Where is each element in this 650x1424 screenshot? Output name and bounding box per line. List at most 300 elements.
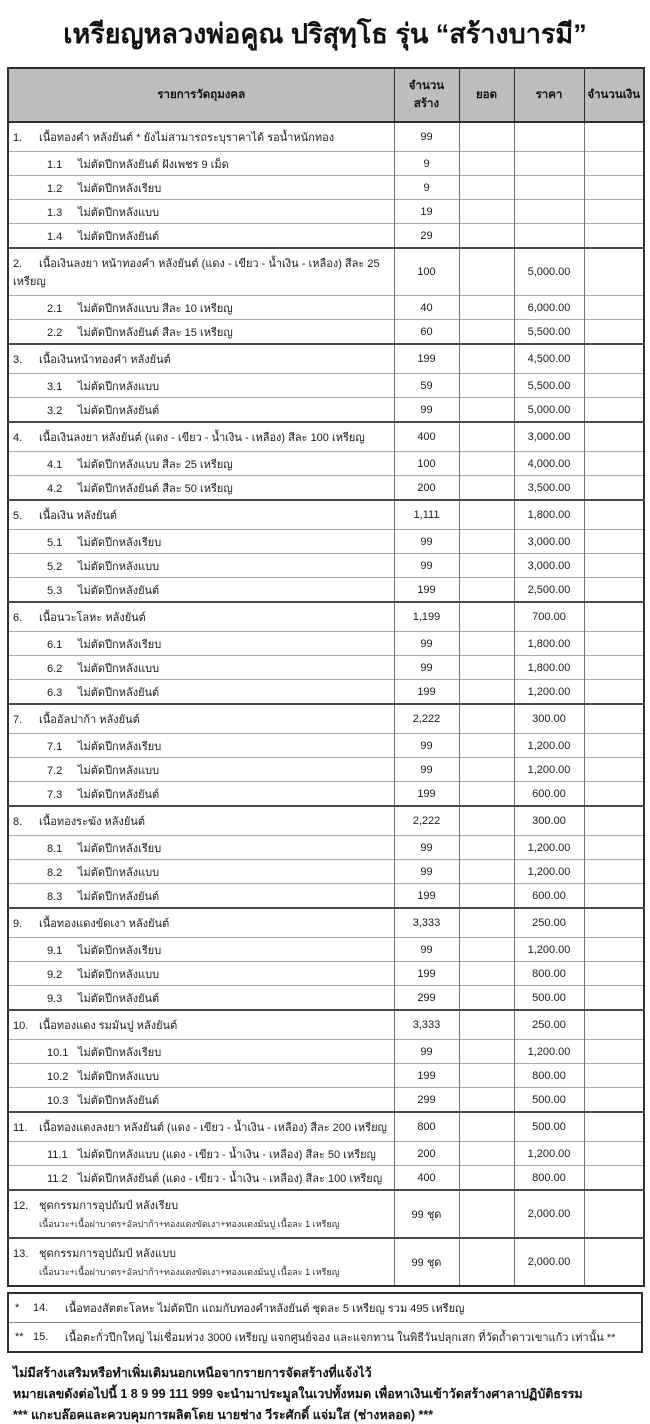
amount-cell xyxy=(584,962,644,986)
item-label: ไม่ตัดปีกหลังแบบ xyxy=(78,764,160,777)
quantity-made-cell: 99 xyxy=(394,398,459,423)
table-row-subitem xyxy=(8,938,644,962)
item-description-cell xyxy=(8,578,394,603)
amount-cell xyxy=(584,296,644,320)
item-label: เนื้อนวะโลหะ หลังยันต์ xyxy=(39,612,146,624)
total-cell xyxy=(459,782,514,807)
item-description-cell xyxy=(8,1190,394,1238)
item-description-cell xyxy=(8,1088,394,1113)
footer-line-auction-numbers: หมายเลขดังต่อไปนี้ 1 8 9 99 111 999 จะนำมาประมูลในเวปทั้งหมด เพื่อหาเงินเข้าวัดสร้างศาลาปฏิบัติธรรม xyxy=(13,1386,583,1401)
table-row-subitem xyxy=(8,884,644,909)
item-description-cell xyxy=(8,962,394,986)
table-row-subitem xyxy=(8,782,644,807)
table-row-section xyxy=(8,1010,644,1040)
price-cell: 4,500.00 xyxy=(514,344,584,374)
price-cell: 300.00 xyxy=(514,806,584,836)
price-cell: 600.00 xyxy=(514,782,584,807)
quantity-made-cell: 19 xyxy=(394,200,459,224)
footer-remarks xyxy=(7,1365,643,1424)
price-cell: 3,000.00 xyxy=(514,530,584,554)
item-description-cell xyxy=(8,908,394,938)
item-number: 10.1 xyxy=(47,1046,69,1059)
total-cell xyxy=(459,200,514,224)
item-number: 8.3 xyxy=(47,890,63,903)
item-label: ไม่ตัดปีกหลังยันต์ สีละ 15 เหรียญ xyxy=(78,326,233,339)
price-cell: 1,200.00 xyxy=(514,1142,584,1166)
amount-cell xyxy=(584,176,644,200)
footnote-text: เนื้อตะกั่วปีกใหญ่ ไม่เชื่อมห่วง 3000 เหรียญ แจกศูนย์จอง และแจกทาน ในพิธีวันปลุกเสก ที่วัดถ้ำดาวเขาแก้ว เท่านั้น ** xyxy=(65,1332,616,1344)
item-label: ไม่ตัดปีกหลังยันต์ xyxy=(78,890,160,903)
table-row-subitem xyxy=(8,1064,644,1088)
quantity-made-cell: 99 ชุด xyxy=(394,1190,459,1238)
table-row-subitem xyxy=(8,530,644,554)
quantity-made-cell: 2,222 xyxy=(394,704,459,734)
item-number: 8.1 xyxy=(47,842,63,855)
total-cell xyxy=(459,632,514,656)
table-row-subitem xyxy=(8,476,644,501)
item-description-cell xyxy=(8,422,394,452)
total-cell xyxy=(459,320,514,345)
table-row-section xyxy=(8,908,644,938)
amount-cell xyxy=(584,656,644,680)
table-row-subitem xyxy=(8,1166,644,1191)
quantity-made-cell: 199 xyxy=(394,578,459,603)
item-description-cell xyxy=(8,152,394,176)
item-label: ไม่ตัดปีกหลังเรียบ xyxy=(78,536,162,549)
amount-cell xyxy=(584,782,644,807)
item-label: ไม่ตัดปีกหลังเรียบ xyxy=(78,842,162,855)
amount-cell xyxy=(584,1064,644,1088)
item-description-cell xyxy=(8,680,394,705)
item-number: 5.2 xyxy=(47,560,63,573)
price-cell: 500.00 xyxy=(514,1088,584,1113)
price-cell: 5,000.00 xyxy=(514,248,584,296)
item-number: 4. xyxy=(13,432,23,444)
footnote-text: เนื้อทองสัตตะโลหะ ไม่ตัดปีก แถมกับทองคำหลังยันต์ ชุดละ 5 เหรียญ รวม 495 เหรียญ xyxy=(65,1303,465,1315)
total-cell xyxy=(459,500,514,530)
item-description-cell xyxy=(8,602,394,632)
quantity-made-cell: 29 xyxy=(394,224,459,249)
quantity-made-cell: 200 xyxy=(394,1142,459,1166)
item-number: 7. xyxy=(13,714,23,726)
item-label: ไม่ตัดปีกหลังเรียบ xyxy=(78,944,162,957)
table-row-section xyxy=(8,602,644,632)
table-row-subitem xyxy=(8,1088,644,1113)
price-cell: 1,200.00 xyxy=(514,734,584,758)
price-cell: 250.00 xyxy=(514,908,584,938)
total-cell xyxy=(459,758,514,782)
item-label: เนื้อเงินลงยา หน้าทองคำ หลังยันต์ (แดง - เขียว - น้ำเงิน - เหลือง) สีละ 25 เหรียญ xyxy=(13,258,380,288)
footnote-marker: ** xyxy=(15,1331,24,1343)
item-number: 3.1 xyxy=(47,380,63,393)
item-number: 10.3 xyxy=(47,1094,69,1107)
table-row-subitem xyxy=(8,1040,644,1064)
item-description-cell xyxy=(8,1112,394,1142)
amount-cell xyxy=(584,476,644,501)
item-number: 9.3 xyxy=(47,992,63,1005)
total-cell xyxy=(459,680,514,705)
total-cell xyxy=(459,578,514,603)
total-cell xyxy=(459,1010,514,1040)
table-row-subitem xyxy=(8,296,644,320)
total-cell xyxy=(459,884,514,909)
item-description-cell xyxy=(8,122,394,152)
amount-cell xyxy=(584,452,644,476)
amount-cell xyxy=(584,806,644,836)
item-number: 7.3 xyxy=(47,788,63,801)
quantity-made-cell: 40 xyxy=(394,296,459,320)
quantity-made-cell: 299 xyxy=(394,986,459,1011)
footnote-row xyxy=(9,1322,641,1351)
table-row-subitem xyxy=(8,656,644,680)
total-cell xyxy=(459,452,514,476)
total-cell xyxy=(459,836,514,860)
item-label: เนื้อทองแดงลงยา หลังยันต์ (แดง - เขียว - น้ำเงิน - เหลือง) สีละ 200 เหรียญ xyxy=(39,1122,387,1134)
amount-cell xyxy=(584,758,644,782)
price-cell: 5,500.00 xyxy=(514,374,584,398)
item-label: ไม่ตัดปีกหลังยันต์ xyxy=(78,992,160,1005)
item-label: ไม่ตัดปีกหลังแบบ xyxy=(78,866,160,879)
item-description-cell xyxy=(8,884,394,909)
price-cell: 2,000.00 xyxy=(514,1238,584,1286)
table-row-subitem xyxy=(8,200,644,224)
amount-cell xyxy=(584,1238,644,1286)
amount-cell xyxy=(584,680,644,705)
quantity-made-cell: 199 xyxy=(394,962,459,986)
price-cell: 1,200.00 xyxy=(514,680,584,705)
total-cell xyxy=(459,152,514,176)
total-cell xyxy=(459,176,514,200)
item-description-cell xyxy=(8,452,394,476)
quantity-made-cell: 400 xyxy=(394,1166,459,1191)
price-cell: 250.00 xyxy=(514,1010,584,1040)
item-label: ไม่ตัดปีกหลังยันต์ (แดง - เขียว - น้ำเงิน - เหลือง) สีละ 100 เหรียญ xyxy=(78,1172,383,1185)
item-label: เนื้อเงิน หลังยันต์ xyxy=(39,510,118,522)
quantity-made-cell: 100 xyxy=(394,248,459,296)
quantity-made-cell: 199 xyxy=(394,782,459,807)
total-cell xyxy=(459,1190,514,1238)
header-amount: จำนวนเงิน xyxy=(584,68,644,122)
item-label: ไม่ตัดปีกหลังแบบ xyxy=(78,560,160,573)
item-label: ไม่ตัดปีกหลังแบบ xyxy=(78,1070,160,1083)
item-number: 3.2 xyxy=(47,404,63,417)
table-row-section xyxy=(8,122,644,152)
amount-cell xyxy=(584,1040,644,1064)
item-description-cell xyxy=(8,836,394,860)
item-number: 1. xyxy=(13,132,23,144)
item-label: ไม่ตัดปีกหลังแบบ (แดง - เขียว - น้ำเงิน - เหลือง) สีละ 50 เหรียญ xyxy=(78,1148,376,1161)
quantity-made-cell: 99 xyxy=(394,530,459,554)
item-number: 6.1 xyxy=(47,638,63,651)
quantity-made-cell: 9 xyxy=(394,152,459,176)
total-cell xyxy=(459,1088,514,1113)
amount-cell xyxy=(584,1190,644,1238)
total-cell xyxy=(459,704,514,734)
item-label: เนื้อทองแดงขัดเงา หลังยันต์ xyxy=(39,918,170,930)
item-number: 10.2 xyxy=(47,1070,69,1083)
item-label: เนื้อทองคำ หลังยันต์ * ยังไม่สามารถระบุราคาได้ รอน้ำหนักทอง xyxy=(39,132,335,144)
page-title: เหรียญหลวงพ่อคูณ ปริสุทฺโธ รุ่น “สร้างบารมี” xyxy=(63,19,587,49)
price-cell xyxy=(514,176,584,200)
item-description-cell xyxy=(8,656,394,680)
quantity-made-cell: 400 xyxy=(394,422,459,452)
total-cell xyxy=(459,1142,514,1166)
quantity-made-cell: 99 xyxy=(394,656,459,680)
price-cell: 6,000.00 xyxy=(514,296,584,320)
item-label: ไม่ตัดปีกหลังยันต์ xyxy=(78,584,160,597)
total-cell xyxy=(459,1112,514,1142)
total-cell xyxy=(459,476,514,501)
item-number: 5.3 xyxy=(47,584,63,597)
item-description-cell xyxy=(8,704,394,734)
total-cell xyxy=(459,602,514,632)
item-number: 8. xyxy=(13,816,23,828)
header-price: ราคา xyxy=(514,68,584,122)
price-cell: 300.00 xyxy=(514,704,584,734)
quantity-made-cell: 1,111 xyxy=(394,500,459,530)
item-label: ไม่ตัดปีกหลังเรียบ xyxy=(78,1046,162,1059)
table-row-section xyxy=(8,1190,644,1238)
item-description-cell xyxy=(8,1040,394,1064)
total-cell xyxy=(459,374,514,398)
footnote-marker: * xyxy=(15,1302,20,1314)
item-label: ไม่ตัดปีกหลังแบบ xyxy=(78,968,160,981)
total-cell xyxy=(459,398,514,423)
item-number: 1.2 xyxy=(47,182,63,195)
item-number: 7.1 xyxy=(47,740,63,753)
item-number: 6.3 xyxy=(47,686,63,699)
item-number: 3. xyxy=(13,354,23,366)
table-row-subitem xyxy=(8,554,644,578)
item-description-cell xyxy=(8,734,394,758)
item-description-cell xyxy=(8,200,394,224)
footer-line-craftsman-credit: *** แกะบล๊อคและควบคุมการผลิตโดย นายช่าง วีระศักดิ์ แจ่มใส (ช่างหลอด) *** xyxy=(13,1407,434,1422)
table-row-section xyxy=(8,248,644,296)
total-cell xyxy=(459,296,514,320)
price-cell: 800.00 xyxy=(514,1166,584,1191)
table-row-section xyxy=(8,500,644,530)
price-cell: 2,500.00 xyxy=(514,578,584,603)
item-label: ไม่ตัดปีกหลังยันต์ xyxy=(78,404,160,417)
item-label: เนื้อเงินหน้าทองคำ หลังยันต์ xyxy=(39,354,171,366)
item-description-cell xyxy=(8,344,394,374)
item-description-cell xyxy=(8,224,394,249)
item-label: เนื้อทองระฆัง หลังยันต์ xyxy=(39,816,145,828)
item-description-cell xyxy=(8,1064,394,1088)
total-cell xyxy=(459,986,514,1011)
item-number: 6.2 xyxy=(47,662,63,675)
table-row-subitem xyxy=(8,734,644,758)
price-cell: 700.00 xyxy=(514,602,584,632)
amount-cell xyxy=(584,554,644,578)
amount-cell xyxy=(584,1166,644,1191)
amount-cell xyxy=(584,578,644,603)
item-label: ไม่ตัดปีกหลังแบบ xyxy=(78,206,160,219)
price-cell: 800.00 xyxy=(514,1064,584,1088)
header-item-list: รายการวัดถุมงคล xyxy=(8,68,394,122)
total-cell xyxy=(459,248,514,296)
item-description-cell xyxy=(8,758,394,782)
item-description-cell xyxy=(8,530,394,554)
price-cell: 500.00 xyxy=(514,1112,584,1142)
table-row-section xyxy=(8,806,644,836)
price-cell: 1,200.00 xyxy=(514,1040,584,1064)
amount-cell xyxy=(584,122,644,152)
item-description-cell xyxy=(8,1142,394,1166)
item-description-cell xyxy=(8,1010,394,1040)
quantity-made-cell: 100 xyxy=(394,452,459,476)
price-cell: 2,000.00 xyxy=(514,1190,584,1238)
header-total: ยอด xyxy=(459,68,514,122)
footnote-number: 14. xyxy=(33,1302,49,1314)
amount-cell xyxy=(584,224,644,249)
table-row-subitem xyxy=(8,836,644,860)
quantity-made-cell: 59 xyxy=(394,374,459,398)
item-number: 1.3 xyxy=(47,206,63,219)
item-description-cell xyxy=(8,476,394,501)
item-label: ไม่ตัดปีกหลังเรียบ xyxy=(78,182,162,195)
amount-cell xyxy=(584,374,644,398)
price-cell: 4,000.00 xyxy=(514,452,584,476)
table-row-subitem xyxy=(8,374,644,398)
total-cell xyxy=(459,656,514,680)
item-label: ไม่ตัดปีกหลังแบบ สีละ 10 เหรียญ xyxy=(78,302,233,315)
amount-cell xyxy=(584,530,644,554)
total-cell xyxy=(459,122,514,152)
item-sub-description: เนื้อนวะ+เนื้อฝาบาตร+อัลปาก้า+ทองแดงขัดเงา+ทองแดงมันปู เนื้อละ 1 เหรียญ xyxy=(39,1219,340,1229)
amount-cell xyxy=(584,860,644,884)
item-number: 2.1 xyxy=(47,302,63,315)
amount-cell xyxy=(584,200,644,224)
price-cell xyxy=(514,122,584,152)
item-description-cell xyxy=(8,176,394,200)
item-label: ไม่ตัดปีกหลังยันต์ xyxy=(78,230,160,243)
item-number: 8.2 xyxy=(47,866,63,879)
item-label: ไม่ตัดปีกหลังเรียบ xyxy=(78,638,162,651)
item-number: 9.1 xyxy=(47,944,63,957)
table-row-subitem xyxy=(8,398,644,423)
item-number: 9. xyxy=(13,918,23,930)
price-cell: 1,200.00 xyxy=(514,938,584,962)
price-cell: 800.00 xyxy=(514,962,584,986)
total-cell xyxy=(459,530,514,554)
quantity-made-cell: 199 xyxy=(394,1064,459,1088)
table-row-subitem xyxy=(8,578,644,603)
amount-cell xyxy=(584,152,644,176)
quantity-made-cell: 99 xyxy=(394,632,459,656)
price-cell: 3,500.00 xyxy=(514,476,584,501)
price-cell: 5,500.00 xyxy=(514,320,584,345)
amount-cell xyxy=(584,422,644,452)
item-label: ไม่ตัดปีกหลังยันต์ ฝังเพชร 9 เม็ด xyxy=(78,158,229,171)
price-cell xyxy=(514,224,584,249)
item-description-cell xyxy=(8,320,394,345)
quantity-made-cell: 199 xyxy=(394,344,459,374)
price-cell: 600.00 xyxy=(514,884,584,909)
table-row-subitem xyxy=(8,680,644,705)
item-description-cell xyxy=(8,1166,394,1191)
quantity-made-cell: 800 xyxy=(394,1112,459,1142)
amount-cell xyxy=(584,398,644,423)
item-label: ไม่ตัดปีกหลังเรียบ xyxy=(78,740,162,753)
item-label: ไม่ตัดปีกหลังแบบ สีละ 25 เหรียญ xyxy=(78,458,233,471)
total-cell xyxy=(459,806,514,836)
table-row-subitem xyxy=(8,452,644,476)
item-description-cell xyxy=(8,986,394,1011)
total-cell xyxy=(459,224,514,249)
table-row-subitem xyxy=(8,962,644,986)
amount-cell xyxy=(584,320,644,345)
item-description-cell xyxy=(8,782,394,807)
item-number: 4.2 xyxy=(47,482,63,495)
item-number: 2.2 xyxy=(47,326,63,339)
item-number: 11. xyxy=(13,1122,28,1134)
item-number: 1.1 xyxy=(47,158,63,171)
table-row-section xyxy=(8,344,644,374)
amulet-price-table xyxy=(7,67,645,1287)
quantity-made-cell: 99 xyxy=(394,1040,459,1064)
quantity-made-cell: 3,333 xyxy=(394,1010,459,1040)
table-row-subitem xyxy=(8,860,644,884)
table-row-section xyxy=(8,1112,644,1142)
price-cell xyxy=(514,152,584,176)
price-cell: 3,000.00 xyxy=(514,422,584,452)
quantity-made-cell: 99 xyxy=(394,554,459,578)
item-description-cell xyxy=(8,860,394,884)
amount-cell xyxy=(584,884,644,909)
item-number: 1.4 xyxy=(47,230,63,243)
quantity-made-cell: 99 xyxy=(394,122,459,152)
price-cell: 1,800.00 xyxy=(514,632,584,656)
item-description-cell xyxy=(8,374,394,398)
total-cell xyxy=(459,860,514,884)
table-row-subitem xyxy=(8,758,644,782)
quantity-made-cell: 99 xyxy=(394,734,459,758)
item-label: ไม่ตัดปีกหลังยันต์ xyxy=(78,686,160,699)
amount-cell xyxy=(584,1010,644,1040)
quantity-made-cell: 299 xyxy=(394,1088,459,1113)
amount-cell xyxy=(584,734,644,758)
total-cell xyxy=(459,1166,514,1191)
item-label: ไม่ตัดปีกหลังแบบ xyxy=(78,662,160,675)
header-quantity-made: จำนวนสร้าง xyxy=(394,68,459,122)
item-number: 11.1 xyxy=(47,1148,68,1161)
total-cell xyxy=(459,554,514,578)
item-number: 12. xyxy=(13,1200,29,1212)
item-number: 2. xyxy=(13,258,23,270)
amount-cell xyxy=(584,632,644,656)
amount-cell xyxy=(584,1142,644,1166)
table-row-subitem xyxy=(8,320,644,345)
quantity-made-cell: 60 xyxy=(394,320,459,345)
item-sub-description: เนื้อนวะ+เนื้อฝาบาตร+อัลปาก้า+ทองแดงขัดเงา+ทองแดงมันปู เนื้อละ 1 เหรียญ xyxy=(39,1267,340,1277)
total-cell xyxy=(459,938,514,962)
amount-cell xyxy=(584,602,644,632)
total-cell xyxy=(459,422,514,452)
amount-cell xyxy=(584,938,644,962)
amount-cell xyxy=(584,986,644,1011)
item-description-cell xyxy=(8,632,394,656)
footer-line-no-extra-production: ไม่มีสร้างเสริมหรือทำเพิ่มเติมนอกเหนือจากรายการจัดสร้างที่แจ้งไว้ xyxy=(13,1366,372,1380)
item-description-cell xyxy=(8,296,394,320)
item-label: ชุดกรรมการอุปถัมป์ หลังแบบ xyxy=(39,1248,177,1260)
item-description-cell xyxy=(8,248,394,296)
table-row-section xyxy=(8,704,644,734)
total-cell xyxy=(459,962,514,986)
table-row-section xyxy=(8,1238,644,1286)
price-cell xyxy=(514,200,584,224)
amount-cell xyxy=(584,344,644,374)
